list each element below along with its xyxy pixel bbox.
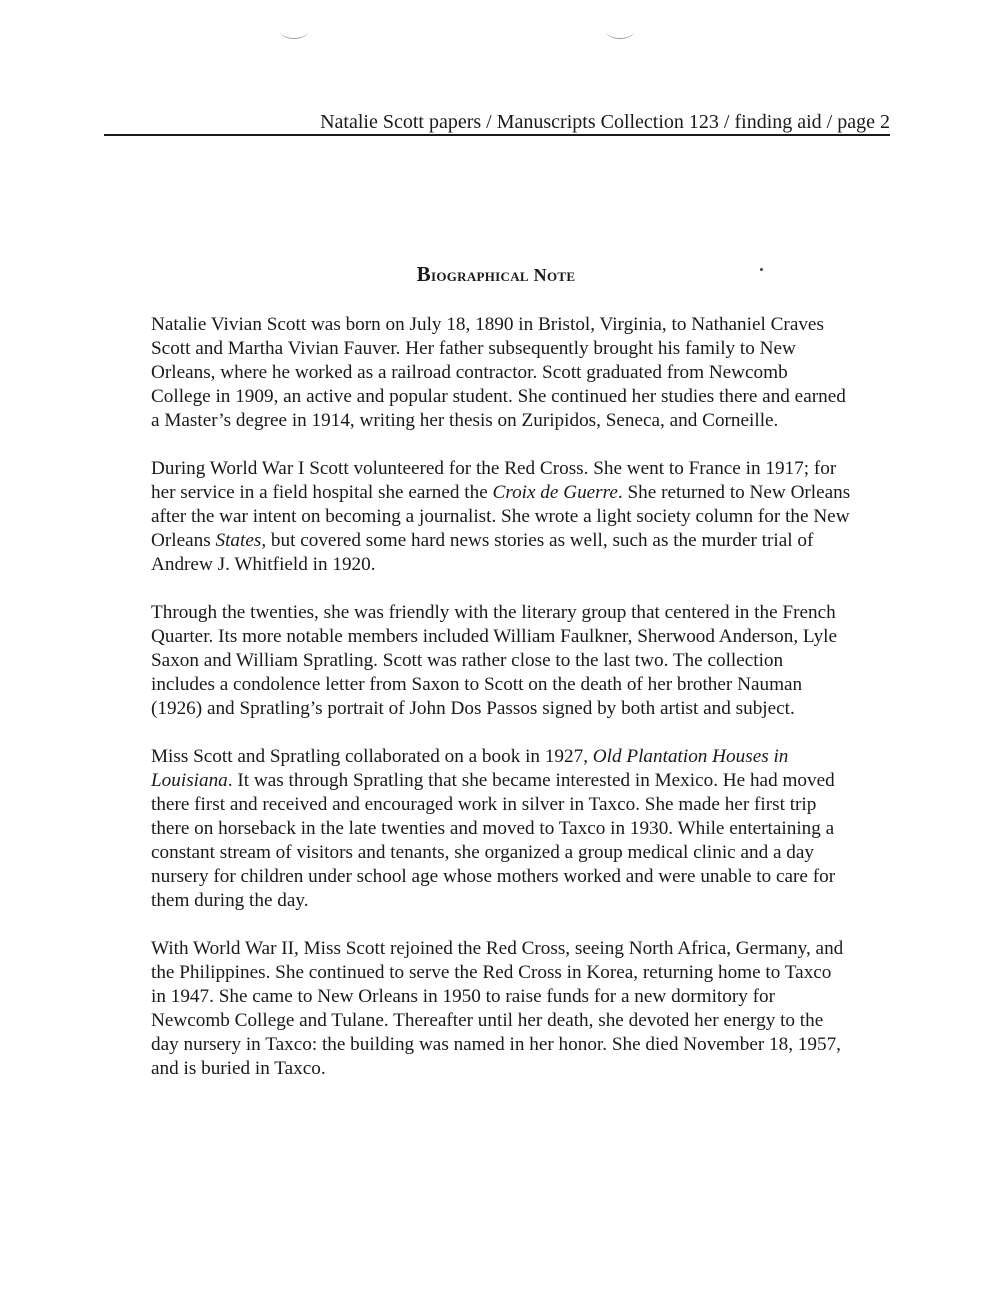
croix-de-guerre-italic: Croix de Guerre [492,482,618,503]
paragraph-text-run: During World War I Scott volunteered for the Red Cross. She went to France in 1917; for her service in a field hospital she earned the [151,458,837,503]
header-rule [104,134,890,136]
section-title-rest: iographical Note [430,265,576,285]
states-newspaper-italic: States [215,530,262,551]
punch-hole-mark-left [280,24,308,39]
biographical-note-body [151,313,851,1105]
paragraph-text-run: , but covered some hard news stories as well, such as the murder trial of Andrew J. Whitfield in 1920. [151,530,814,575]
paragraph-text-run: Miss Scott and Spratling collaborated on a book in 1927, [151,746,593,767]
paragraph-text-run: . She returned to New Orleans after the war intent on becoming a journalist. She wrote a light society column for the New Orleans [151,482,851,551]
punch-hole-mark-right [606,24,634,39]
section-title [0,262,992,287]
section-title-initial: B [416,262,431,286]
paragraph-literary-group: Through the twenties, she was friendly with the literary group that centered in the French Quarter. Its more notable members included William Faulkner, Sherwood Anderson, Lyle Saxon and William Spratling. Scott was rather close to the last two. The collection includes a condolence letter from Saxon to Scott on the death of her brother Nauman (1926) and Spratling’s portrait of John Dos Passos signed by both artist and subject. [151,602,838,719]
paragraph-mexico-taxco [151,745,851,913]
running-header: Natalie Scott papers / Manuscripts Collection 123 / finding aid / page 2 [320,111,890,133]
paragraph-red-cross-journalism [151,457,851,577]
paragraph-wwii-later-life: With World War II, Miss Scott rejoined the Red Cross, seeing North Africa, Germany, and the Philippines. She continued to serve the Red Cross in Korea, returning home to Taxco in 1947. She came to New Orleans in 1950 to raise funds for a new dormitory for Newcomb College and Tulane. Thereafter until her death, she devoted her energy to the day nursery in Taxco: the building was named in her honor. She died November 18, 1957, and is buried in Taxco. [151,938,844,1079]
paragraph-text-run: . It was through Spratling that she became interested in Mexico. He had moved there first and received and encouraged work in silver in Taxco. She made her first trip there on horseback in the late twenties and moved to Taxco in 1930. While entertaining a constant stream of visitors and tenants, she organized a group medical clinic and a day nursery for children under school age whose mothers worked and were unable to care for them during the day. [151,770,836,911]
book-title-italic: Old Plantation Houses in Louisiana [151,746,789,791]
paragraph-birth-education: Natalie Vivian Scott was born on July 18, 1890 in Bristol, Virginia, to Nathaniel Craves Scott and Martha Vivian Fauver. Her father subsequently brought his family to New Orleans, where he worked as a railroad contractor. Scott graduated from Newcomb College in 1909, an active and popular student. She continued her studies there and earned a Master’s degree in 1914, writing her thesis on Zuripidos, Seneca, and Corneille. [151,314,846,431]
